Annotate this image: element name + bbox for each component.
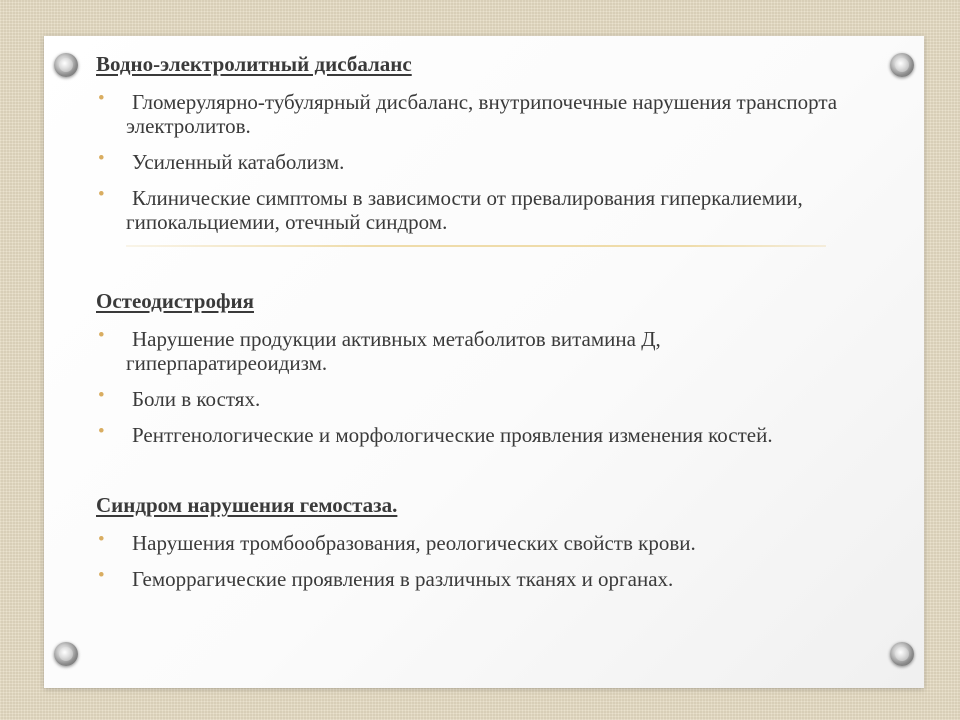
section-hemostasis [96, 491, 856, 591]
list-item [96, 90, 856, 138]
list-item [96, 186, 856, 234]
bullet-list [96, 531, 856, 591]
bullet-dot-icon: • [98, 148, 105, 169]
bullet-dot-icon: • [98, 565, 105, 586]
bullet-text: Клинические симптомы в зависимости от превалирования гиперкалиемии, гипокальциемии, отечный синдром. [126, 186, 803, 234]
pushpin-icon [890, 642, 914, 666]
bullet-list [96, 90, 856, 234]
section-title: Остеодистрофия [96, 289, 254, 313]
section-title: Синдром нарушения гемостаза. [96, 493, 398, 517]
section-title: Водно-электролитный дисбаланс [96, 52, 412, 76]
bullet-dot-icon: • [98, 88, 105, 109]
bullet-text: Усиленный катаболизм. [132, 150, 345, 174]
bullet-dot-icon: • [98, 529, 105, 550]
section-osteodystrophy [96, 287, 856, 447]
list-item [96, 327, 856, 375]
bullet-text: Боли в костях. [132, 387, 261, 411]
bullet-dot-icon: • [98, 385, 105, 406]
list-item [96, 150, 856, 174]
bullet-text: Рентгенологические и морфологические проявления изменения костей. [132, 423, 773, 447]
slide-card [44, 36, 924, 688]
bullet-dot-icon: • [98, 421, 105, 442]
list-item [96, 531, 856, 555]
bullet-dot-icon: • [98, 325, 105, 346]
list-item [96, 387, 856, 411]
bullet-text: Нарушение продукции активных метаболитов витамина Д, гиперпаратиреоидизм. [126, 327, 661, 375]
pushpin-icon [54, 53, 78, 77]
bullet-list [96, 327, 856, 447]
slide-content [96, 50, 856, 591]
divider [126, 245, 826, 247]
pushpin-icon [54, 642, 78, 666]
list-item [96, 423, 856, 447]
bullet-text: Геморрагические проявления в различных тканях и органах. [132, 567, 674, 591]
bullet-text: Гломерулярно-тубулярный дисбаланс, внутрипочечные нарушения транспорта электролитов. [126, 90, 838, 138]
bullet-dot-icon: • [98, 184, 105, 205]
list-item [96, 567, 856, 591]
bullet-text: Нарушения тромбообразования, реологических свойств крови. [132, 531, 696, 555]
pushpin-icon [890, 53, 914, 77]
section-water-electrolyte [96, 50, 856, 234]
